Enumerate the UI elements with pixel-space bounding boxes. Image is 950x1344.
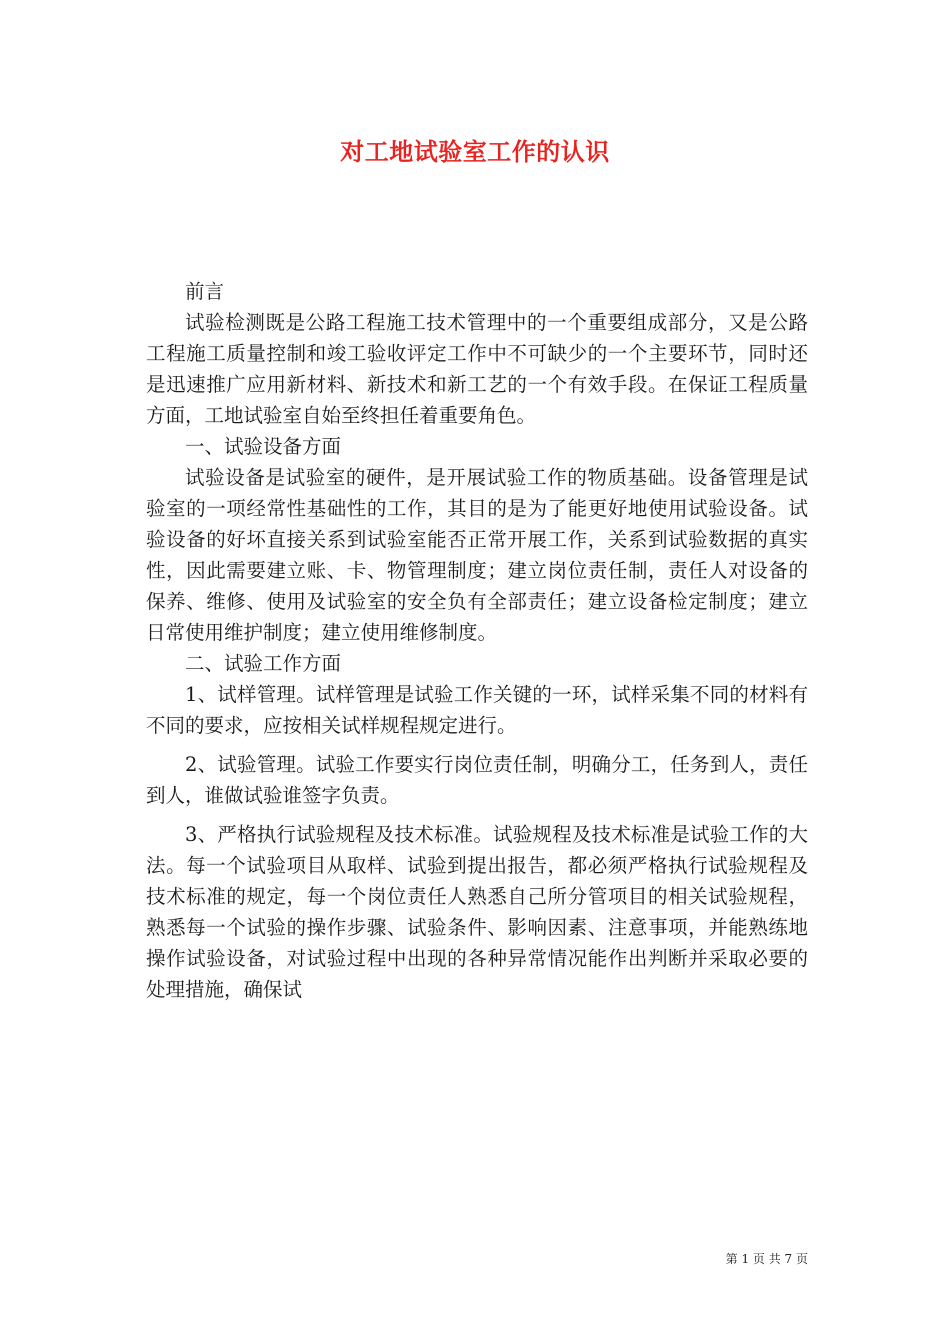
paragraph-preface-heading: 前言 [185,280,225,303]
paragraph-equipment: 试验设备是试验室的硬件，是开展试验工作的物质基础。设备管理是试验室的一项经常性基础性的工作，其目的是为了能更好地使用试验设备。试验设备的好坏直接关系到试验室能否正常开展工作，关系到试验数据的真实性，因此需要建立账、卡、物管理制度；建立岗位责任制，责任人对设备的保养、维修、使用及试验室的安全负有全部责任；建立设备检定制度；建立日常使用维护制度；建立使用维修制度。 [146,466,808,644]
section-heading-work: 二、试验工作方面 [185,652,342,675]
document-title: 对工地试验室工作的认识 [340,137,610,166]
paragraph-preface: 试验检测既是公路工程施工技术管理中的一个重要组成部分，又是公路工程施工质量控制和竣工验收评定工作中不可缺少的一个主要环节，同时还是迅速推广应用新材料、新技术和新工艺的一个有效手段。在保证工程质量方面，工地试验室自始至终担任着重要角色。 [146,311,808,427]
section-heading-equipment: 一、试验设备方面 [185,435,342,458]
page-number: 第 1 页 共 7 页 [725,1252,808,1266]
document-body [146,276,808,1005]
paragraph-sample-management: 1、试样管理。试样管理是试验工作关键的一环，试样采集不同的材料有不同的要求，应按相关试样规程规定进行。 [146,683,808,737]
paragraph-test-management: 2、试验管理。试验工作要实行岗位责任制，明确分工，任务到人，责任到人，谁做试验谁签字负责。 [146,753,808,807]
paragraph-standards: 3、严格执行试验规程及技术标准。试验规程及技术标准是试验工作的大法。每一个试验项目从取样、试验到提出报告，都必须严格执行试验规程及技术标准的规定，每一个岗位责任人熟悉自己所分管项目的相关试验规程，熟悉每一个试验的操作步骤、试验条件、影响因素、注意事项，并能熟练地操作试验设备，对试验过程中出现的各种异常情况能作出判断并采取必要的处理措施，确保试 [146,823,808,1001]
